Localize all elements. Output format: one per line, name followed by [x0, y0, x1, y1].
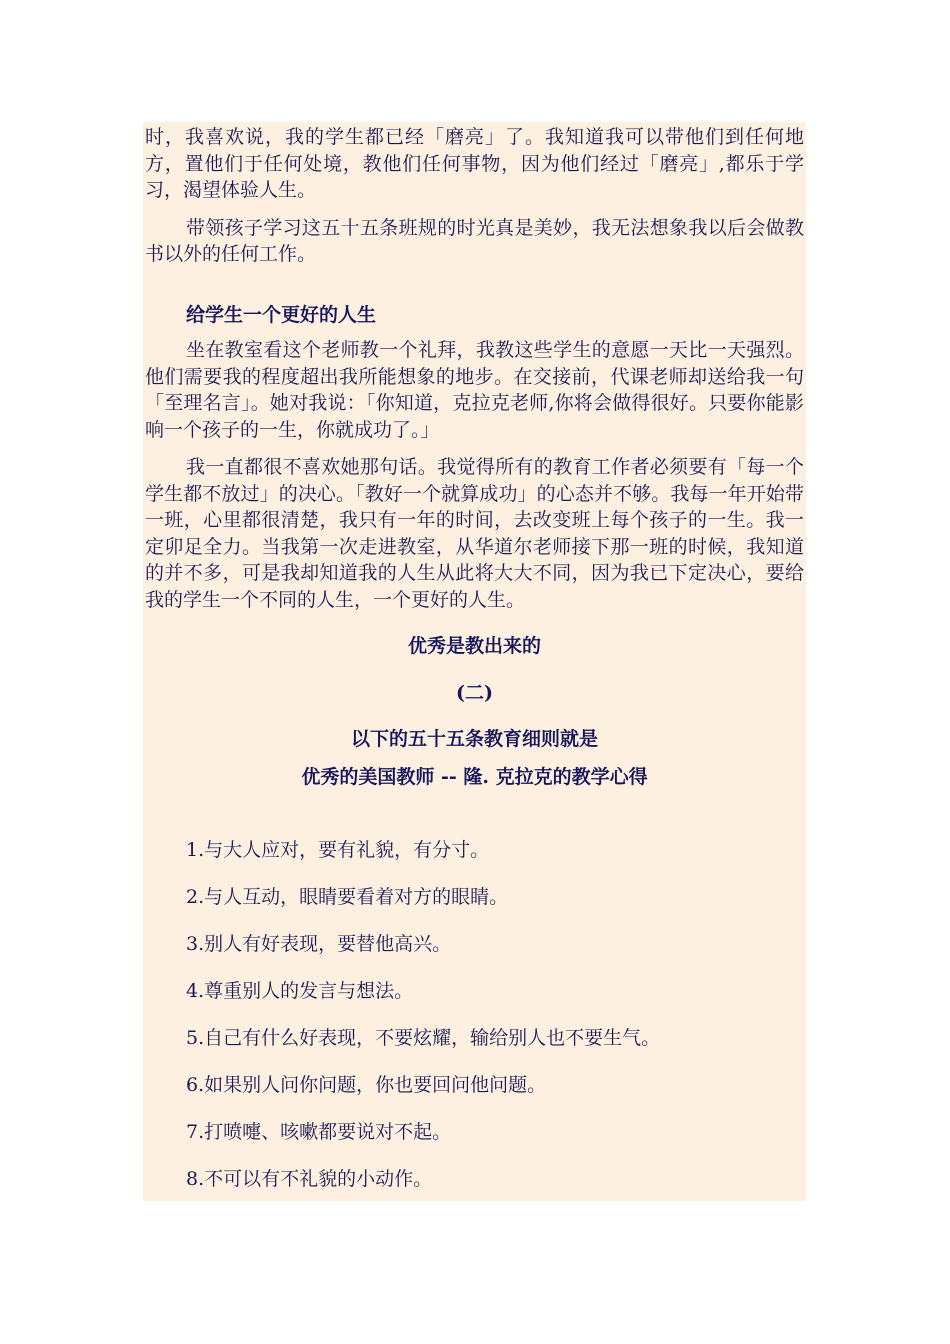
body-paragraph: 坐在教室看这个老师教一个礼拜，我教这些学生的意愿一天比一天强烈。他们需要我的程度超出我所能想象的地步。在交接前，代课老师却送给我一句「至理名言」。她对我说：「你知道，克拉克老师,你将会做得很好。只要你能影响一个孩子的一生，你就成功了。」 [145, 339, 804, 441]
body-paragraph: 带领孩子学习这五十五条班规的时光真是美妙，我无法想象我以后会做教书以外的任何工作。 [145, 216, 804, 265]
subtitle-line-2: 优秀的美国教师 -- 隆. 克拉克的教学心得 [301, 765, 648, 788]
rule-item: 4.尊重别人的发言与想法。 [186, 980, 414, 1002]
document-page [143, 122, 806, 1201]
rule-item: 7.打喷嚏、咳嗽都要说对不起。 [186, 1121, 452, 1143]
rule-list [143, 837, 806, 1201]
rule-item: 5.自己有什么好表现，不要炫耀，输给别人也不要生气。 [186, 1027, 661, 1049]
rule-item: 1.与大人应对，要有礼貌，有分寸。 [186, 839, 490, 861]
body-paragraph: 时，我喜欢说，我的学生都已经「磨亮」了。我知道我可以带他们到任何地方，置他们于任何处境，教他们任何事物，因为他们经过「磨亮」,都乐于学习，渴望体验人生。 [145, 126, 804, 201]
rule-item: 3.别人有好表现，要替他高兴。 [186, 933, 452, 955]
rule-item: 2.与人互动，眼睛要看着对方的眼睛。 [186, 886, 509, 908]
part-number: (二) [456, 681, 493, 704]
rule-item: 8.不可以有不礼貌的小动作。 [186, 1168, 433, 1190]
rule-item: 6.如果别人问你问题，你也要回问他问题。 [186, 1074, 547, 1096]
subtitle-line-1: 以下的五十五条教育细则就是 [350, 728, 598, 750]
section-heading: 给学生一个更好的人生 [186, 303, 377, 326]
document-title: 优秀是教出来的 [407, 635, 541, 657]
body-paragraph: 我一直都很不喜欢她那句话。我觉得所有的教育工作者必须要有「每一个学生都不放过」的决心。「教好一个就算成功」的心态并不够。我每一年开始带一班，心里都很清楚，我只有一年的时间，去改变班上每个孩子的一生。我一定卯足全力。当我第一次走进教室，从华道尔老师接下那一班的时候，我知道的并不多，可是我却知道我的人生从此将大大不同，因为我已下定决心，要给我的学生一个不同的人生，一个更好的人生。 [145, 456, 804, 611]
